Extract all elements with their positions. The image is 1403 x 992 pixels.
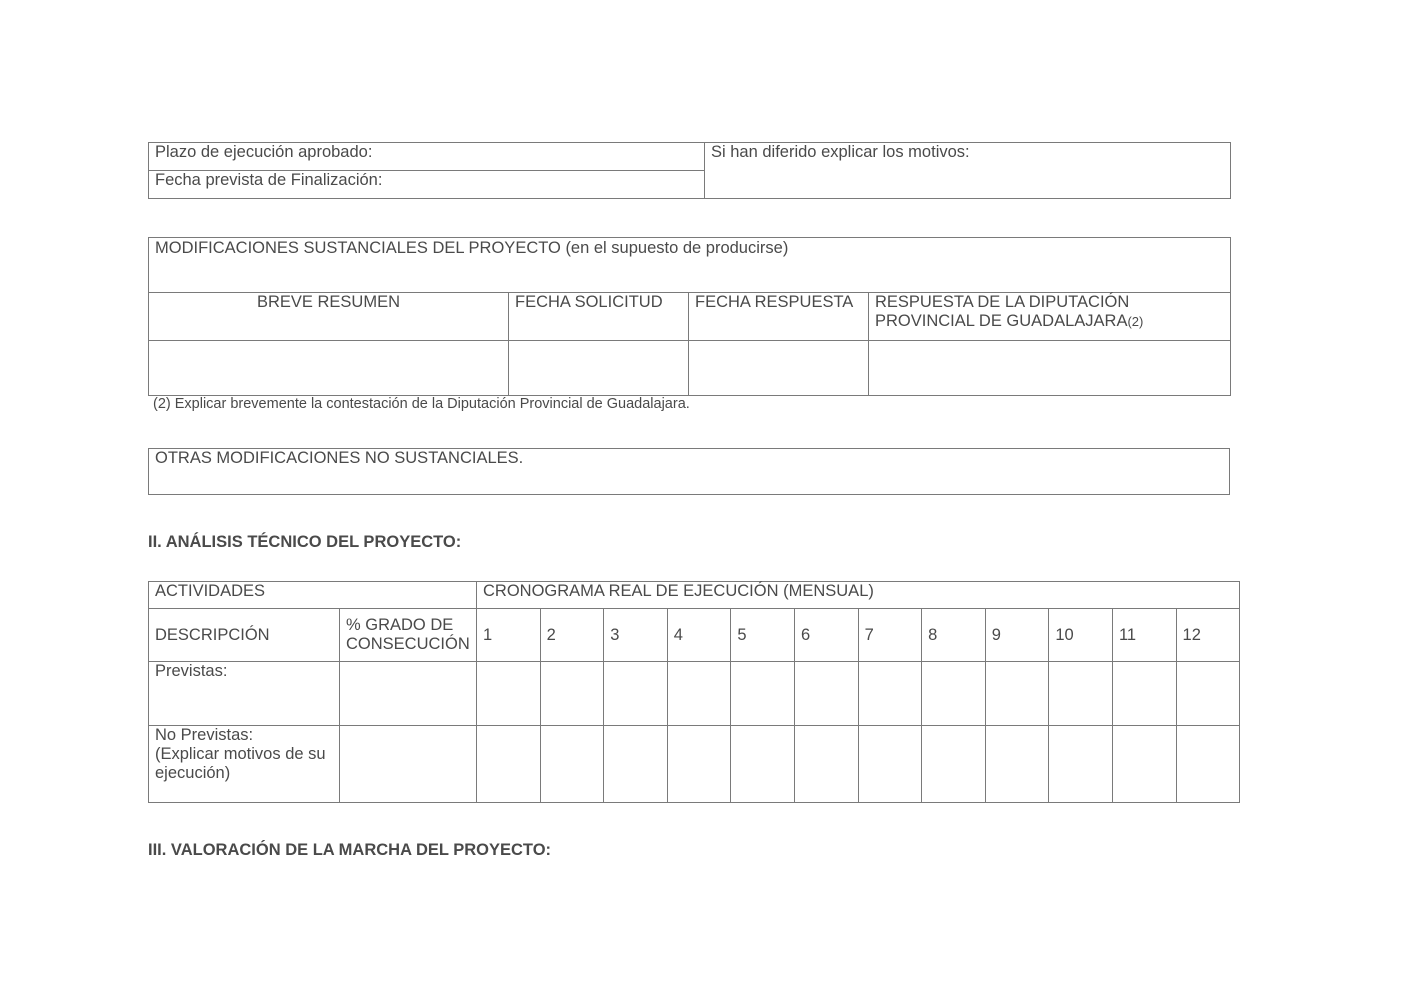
previstas-label: Previstas: — [149, 662, 340, 726]
plazo-ejecucion-field[interactable] — [149, 143, 705, 171]
previstas-month-cell[interactable] — [858, 662, 922, 726]
previstas-month-cell[interactable] — [667, 662, 731, 726]
month-8: 8 — [922, 609, 986, 662]
previstas-month-cell[interactable] — [731, 662, 795, 726]
no-previstas-month-cell[interactable] — [1176, 726, 1240, 803]
previstas-month-cell[interactable] — [922, 662, 986, 726]
grado-header: % GRADO DE CONSECUCIÓN — [340, 609, 477, 662]
footnote-ref: (2) — [1127, 314, 1144, 329]
previstas-month-cell[interactable] — [1049, 662, 1113, 726]
month-3: 3 — [604, 609, 668, 662]
col-respuesta-diputacion: RESPUESTA DE LA DIPUTACIÓN PROVINCIAL DE GUADALAJARA(2) — [869, 293, 1231, 341]
previstas-month-cell[interactable] — [1112, 662, 1176, 726]
col-fecha-solicitud: FECHA SOLICITUD — [509, 293, 689, 341]
no-previstas-grado-cell[interactable] — [340, 726, 477, 803]
otras-modificaciones-label: OTRAS MODIFICACIONES NO SUSTANCIALES. — [155, 449, 524, 467]
month-10: 10 — [1049, 609, 1113, 662]
fecha-finalizacion-field[interactable] — [149, 171, 705, 199]
otras-modificaciones-field[interactable] — [149, 449, 1230, 495]
no-previstas-month-cell[interactable] — [667, 726, 731, 803]
otras-modificaciones-table — [148, 448, 1230, 495]
month-9: 9 — [985, 609, 1049, 662]
motivos-label: Si han diferido explicar los motivos: — [711, 143, 970, 161]
month-11: 11 — [1112, 609, 1176, 662]
no-previstas-label: No Previstas: (Explicar motivos de su ejecución) — [149, 726, 340, 803]
no-previstas-month-cell[interactable] — [477, 726, 541, 803]
fecha-respuesta-cell[interactable] — [689, 341, 869, 396]
previstas-grado-cell[interactable] — [340, 662, 477, 726]
actividades-table — [148, 581, 1240, 803]
modificaciones-title: MODIFICACIONES SUSTANCIALES DEL PROYECTO (en el supuesto de producirse) — [149, 238, 1231, 293]
no-previstas-month-cell[interactable] — [1049, 726, 1113, 803]
month-2: 2 — [540, 609, 604, 662]
cronograma-header: CRONOGRAMA REAL DE EJECUCIÓN (MENSUAL) — [477, 582, 1240, 609]
previstas-month-cell[interactable] — [985, 662, 1049, 726]
month-5: 5 — [731, 609, 795, 662]
footnote: (2) Explicar brevemente la contestación de la Diputación Provincial de Guadalajara. — [153, 396, 690, 412]
previstas-month-cell[interactable] — [477, 662, 541, 726]
month-1: 1 — [477, 609, 541, 662]
fecha-solicitud-cell[interactable] — [509, 341, 689, 396]
descripcion-header: DESCRIPCIÓN — [149, 609, 340, 662]
no-previstas-month-cell[interactable] — [1112, 726, 1176, 803]
no-previstas-month-cell[interactable] — [540, 726, 604, 803]
month-6: 6 — [794, 609, 858, 662]
no-previstas-month-cell[interactable] — [604, 726, 668, 803]
no-previstas-month-cell[interactable] — [922, 726, 986, 803]
section-2-heading: II. ANÁLISIS TÉCNICO DEL PROYECTO: — [148, 533, 462, 551]
col-breve-resumen: BREVE RESUMEN — [149, 293, 509, 341]
previstas-row — [149, 662, 1240, 726]
previstas-month-cell[interactable] — [540, 662, 604, 726]
section-3-heading: III. VALORACIÓN DE LA MARCHA DEL PROYECTO: — [148, 841, 552, 859]
no-previstas-month-cell[interactable] — [731, 726, 795, 803]
month-12: 12 — [1176, 609, 1240, 662]
resumen-cell[interactable] — [149, 341, 509, 396]
no-previstas-month-cell[interactable] — [794, 726, 858, 803]
col-fecha-respuesta: FECHA RESPUESTA — [689, 293, 869, 341]
modificaciones-table — [148, 237, 1231, 396]
actividades-header: ACTIVIDADES — [149, 582, 477, 609]
motivos-field[interactable] — [705, 143, 1231, 199]
plazo-table — [148, 142, 1231, 199]
month-7: 7 — [858, 609, 922, 662]
previstas-month-cell[interactable] — [794, 662, 858, 726]
no-previstas-note: (Explicar motivos de su ejecución) — [155, 745, 326, 782]
no-previstas-row — [149, 726, 1240, 803]
no-previstas-month-cell[interactable] — [985, 726, 1049, 803]
fecha-finalizacion-label: Fecha prevista de Finalización: — [155, 171, 383, 189]
respuesta-cell[interactable] — [869, 341, 1231, 396]
previstas-month-cell[interactable] — [1176, 662, 1240, 726]
plazo-ejecucion-label: Plazo de ejecución aprobado: — [155, 143, 373, 161]
previstas-month-cell[interactable] — [604, 662, 668, 726]
month-4: 4 — [667, 609, 731, 662]
no-previstas-month-cell[interactable] — [858, 726, 922, 803]
